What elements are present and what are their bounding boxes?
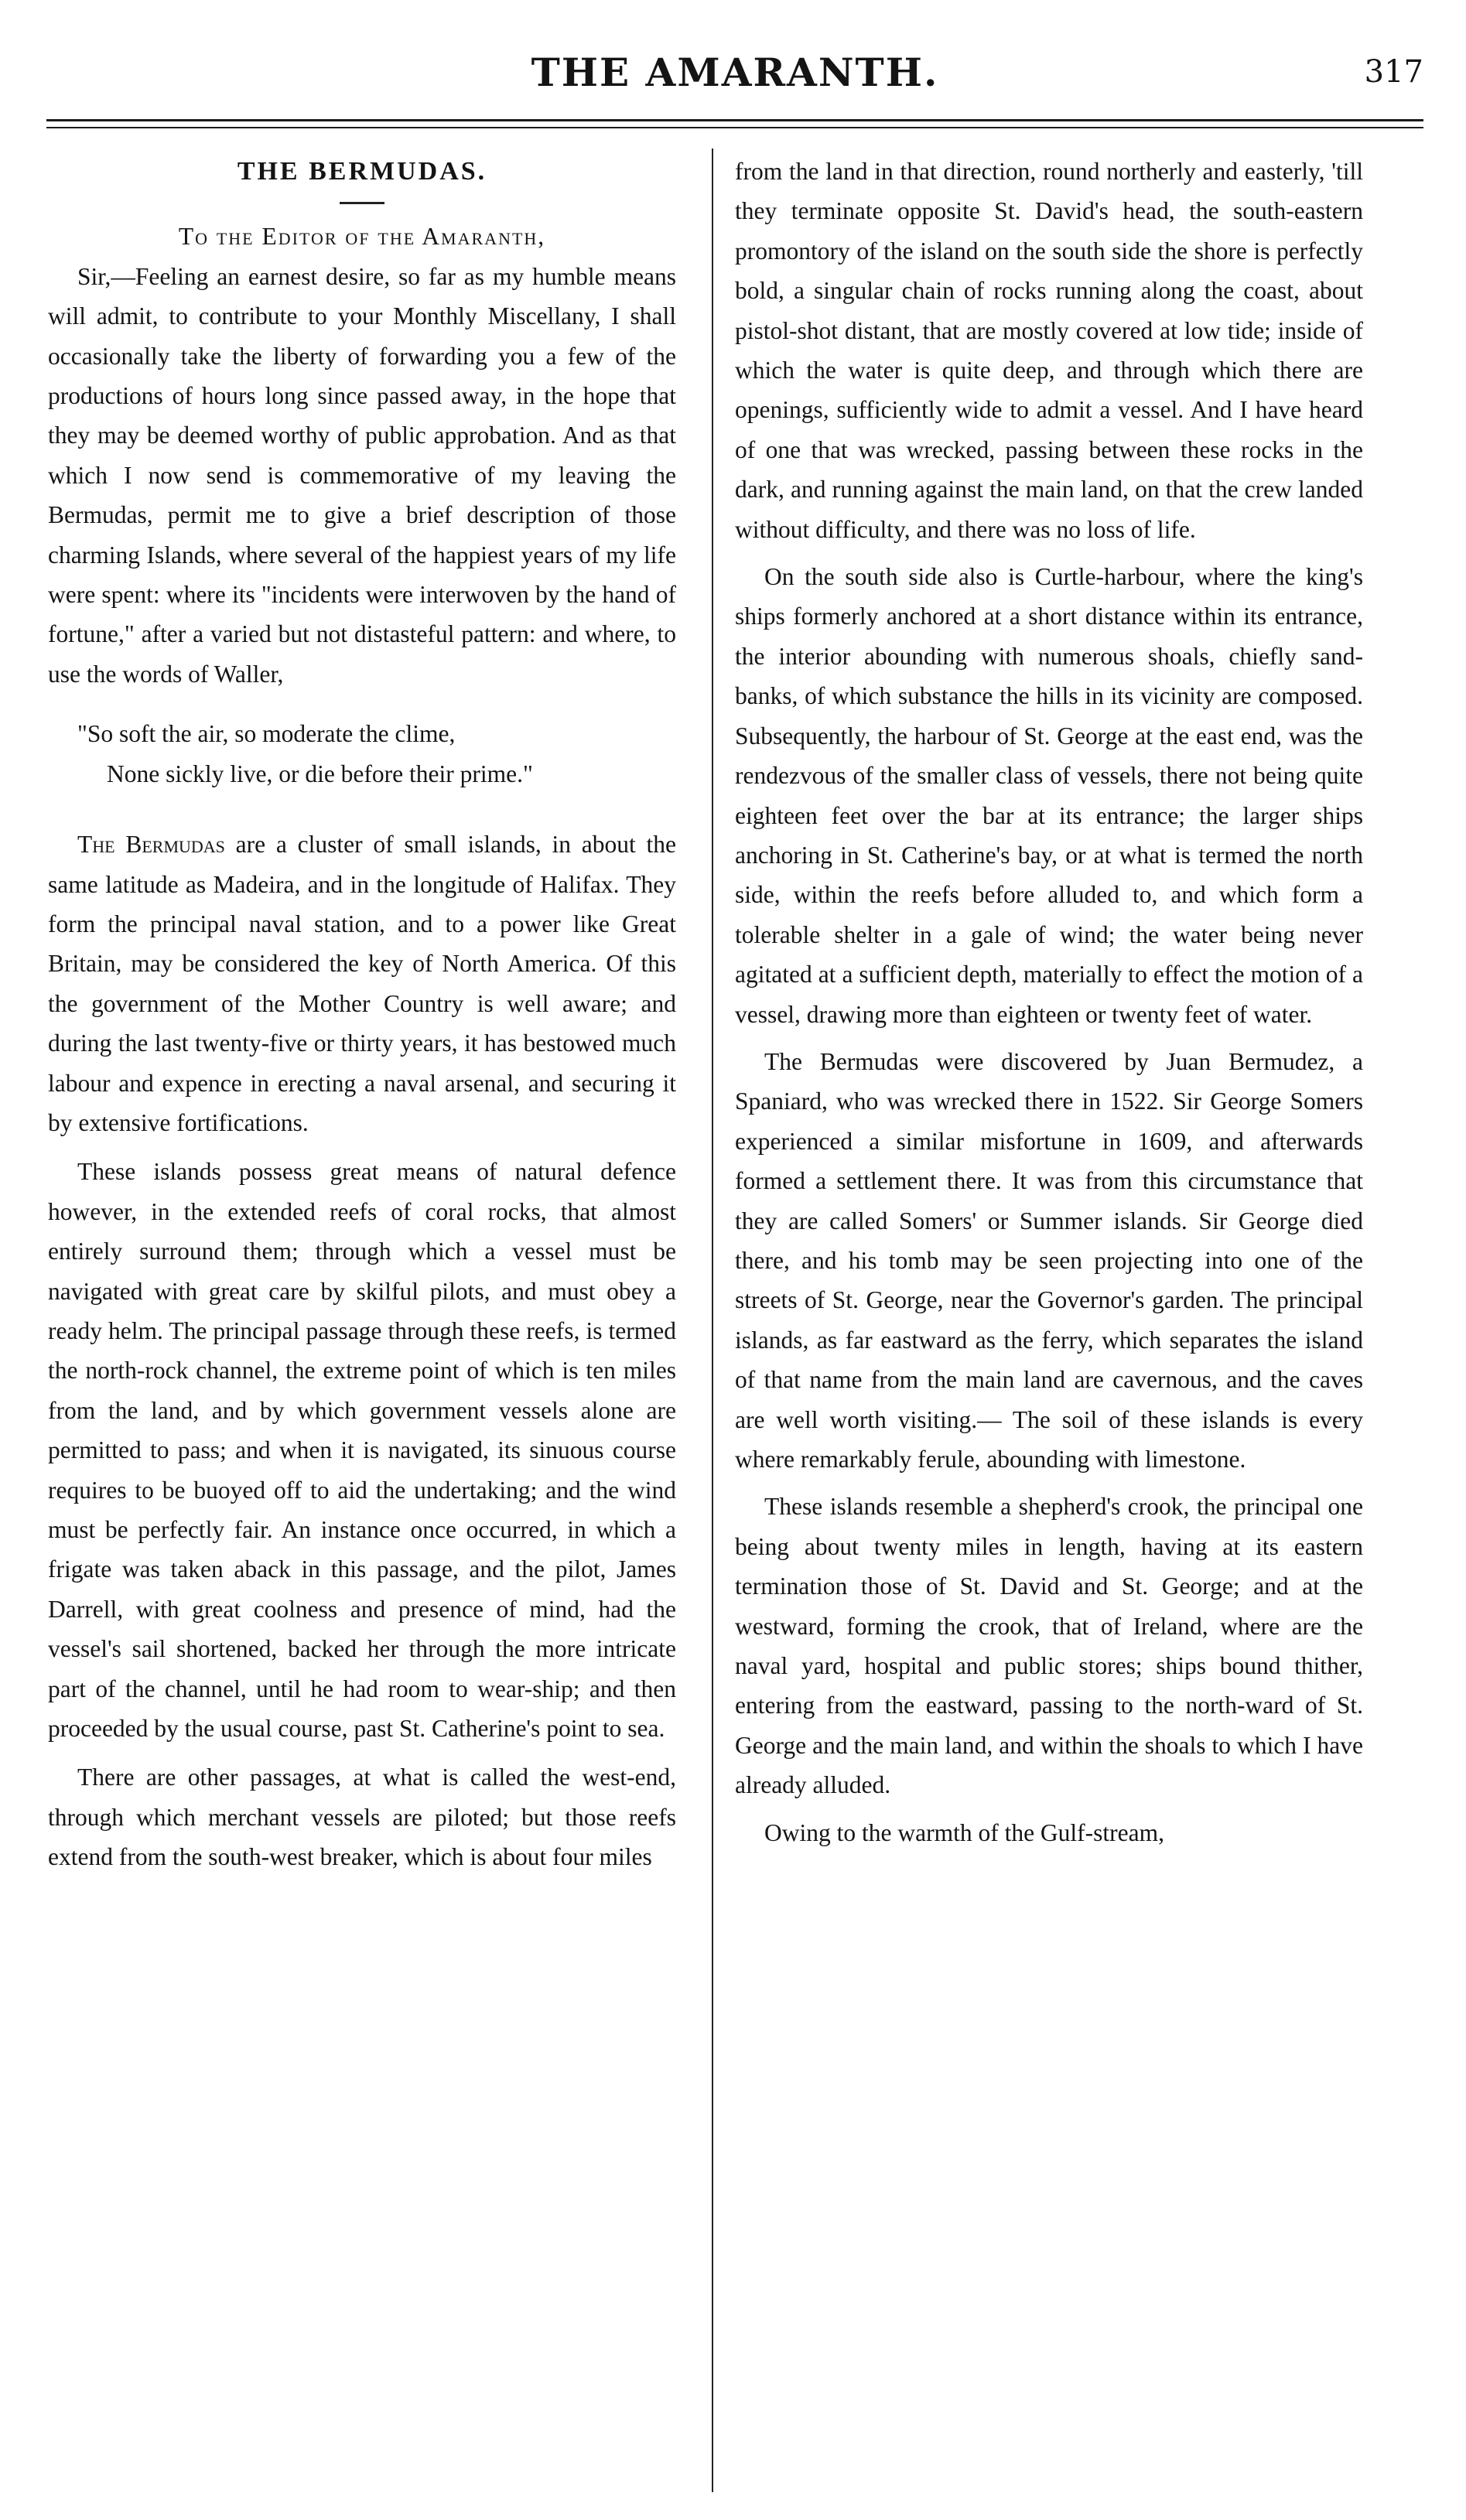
paragraph-lead-words: The Bermudas [77,831,225,859]
paragraph-defence: These islands possess great means of natural defence however, in the extended reefs of coral rocks, that almost entirely surround them; through which a vessel must be navigated with great care by skilful pilots, and must obey a ready helm. The principal passage through these reefs, is termed the north-rock channel, the extreme point of which is ten miles from the land, and by which government vessels alone are permitted to pass; and when it is navigated, its sinuous course requires to be buoyed off to aid the undertaking; and the wind must be perfectly fair. An instance once occurred, in which a frigate was taken aback in this passage, and the pilot, James Darrell, with great coolness and presence of mind, had the vessel's sail shortened, backed her through the more intricate part of the channel, until he had room to wear-ship; and then proceeded by the usual course, past St. Catherine's point to sea. [48,1158,676,1743]
header-rule-top [46,119,1423,121]
title-rule [340,202,384,204]
article-title: THE BERMUDAS. [237,157,487,186]
intro-paragraph: Sir,—Feeling an earnest desire, so far as my humble means will admit, to contribute to your Monthly Miscellany, I shall occasionally take the liberty of forwarding you a few of the productions of hours long since passed away, in the hope that they may be deemed worthy of public approbation. And as that which I now send is commemorative of my leaving the Bermudas, permit me to give a brief description of those charming Islands, where several of the happiest years of my life were spent: where its "incidents were interwoven by the hand of fortune," after a varied but not distasteful pattern: and where, to use the words of Waller, [48,262,676,688]
paragraph-gulf-stream: Owing to the warmth of the Gulf-stream, [764,1818,1164,1846]
page-number: 317 [1364,54,1423,90]
paragraph-passages: There are other passages, at what is called the west-end, through which merchant vessels are piloted; but those reefs extend from the south-west breaker, which is about four miles [48,1764,676,1871]
header-rule-bottom [46,127,1423,128]
verse-line-2: None sickly live, or die before their prime." [107,760,533,787]
page-header [46,50,1423,113]
paragraph-cluster-text: are a cluster of small islands, in about the same latitude as Madeira, and in the longitude of Halifax. They form the principal naval station, and to a power like Great Britain, may be considered the key of North America. Of this the government of the Mother Country is well aware; and during the last twenty-five or thirty years, it has bestowed much labour and expence in erecting a naval arsenal, and securing it by extensive fortifications. [48,831,676,1136]
running-title: THE AMARANTH. [531,50,939,95]
paragraph-discovery: The Bermudas were discovered by Juan Bermudez, a Spaniard, who was wrecked there in 1522. Sir George Somers experienced a similar misfortune in 1609, and afterwards formed a settlement there. It was from this circumstance that they are called Somers' or Summer islands. Sir George died there, and his tomb may be seen projecting into one of the streets of St. George, near the Governor's garden. The principal islands, as far eastward as the ferry, which separates the island of that name from the main land are cavernous, and the caves are well worth visiting.— The soil of these islands is every where remarkably ferule, abounding with limestone. [735,1047,1363,1473]
paragraph-continued: from the land in that direction, round northerly and easterly, 'till they terminate opposite St. David's head, the south-eastern promontory of the island on the south side the shore is perfectly bold, a singular chain of rocks running along the coast, about pistol-shot distant, that are mostly covered at low tide; inside of which the water is quite deep, and through which there are openings, sufficiently wide to admit a vessel. And I have heard of one that was wrecked, passing between these rocks in the dark, and running against the main land, on that the crew landed without difficulty, and there was no loss of life. [735,158,1363,543]
verse-quotation [48,714,676,794]
column-divider [712,149,713,2492]
verse-line-1: "So soft the air, so moderate the clime, [77,720,456,748]
left-column [48,152,676,1877]
paragraph-shepherds-crook: These islands resemble a shepherd's crook, the principal one being about twenty miles in length, having at its eastern termination those of St. David and St. George; and at the westward, forming the crook, that of Ireland, where are the naval yard, hospital and public stores; ships bound thither, entering from the eastward, passing to the north-ward of St. George and the main land, and within the shoals to which I have already alluded. [735,1493,1363,1799]
salutation: To the Editor of the Amaranth, [178,223,546,251]
right-column [735,152,1363,1852]
paragraph-curtle-harbour: On the south side also is Curtle-harbour, where the king's ships formerly anchored at a short distance within its entrance, the interior abounding with numerous shoals, chiefly sand-banks, of which substance the hills in its vicinity are composed. Subsequently, the harbour of St. George at the east end, was the rendezvous of the smaller class of vessels, there not being quite eighteen feet over the bar at its entrance; the larger ships anchoring in St. Catherine's bay, or at what is termed the north side, within the reefs before alluded to, and which form a tolerable shelter in a gale of wind; the water being never agitated at a sufficient depth, materially to effect the motion of a vessel, drawing more than eighteen or twenty feet of water. [735,563,1363,1028]
paragraph-cluster [48,825,676,1142]
